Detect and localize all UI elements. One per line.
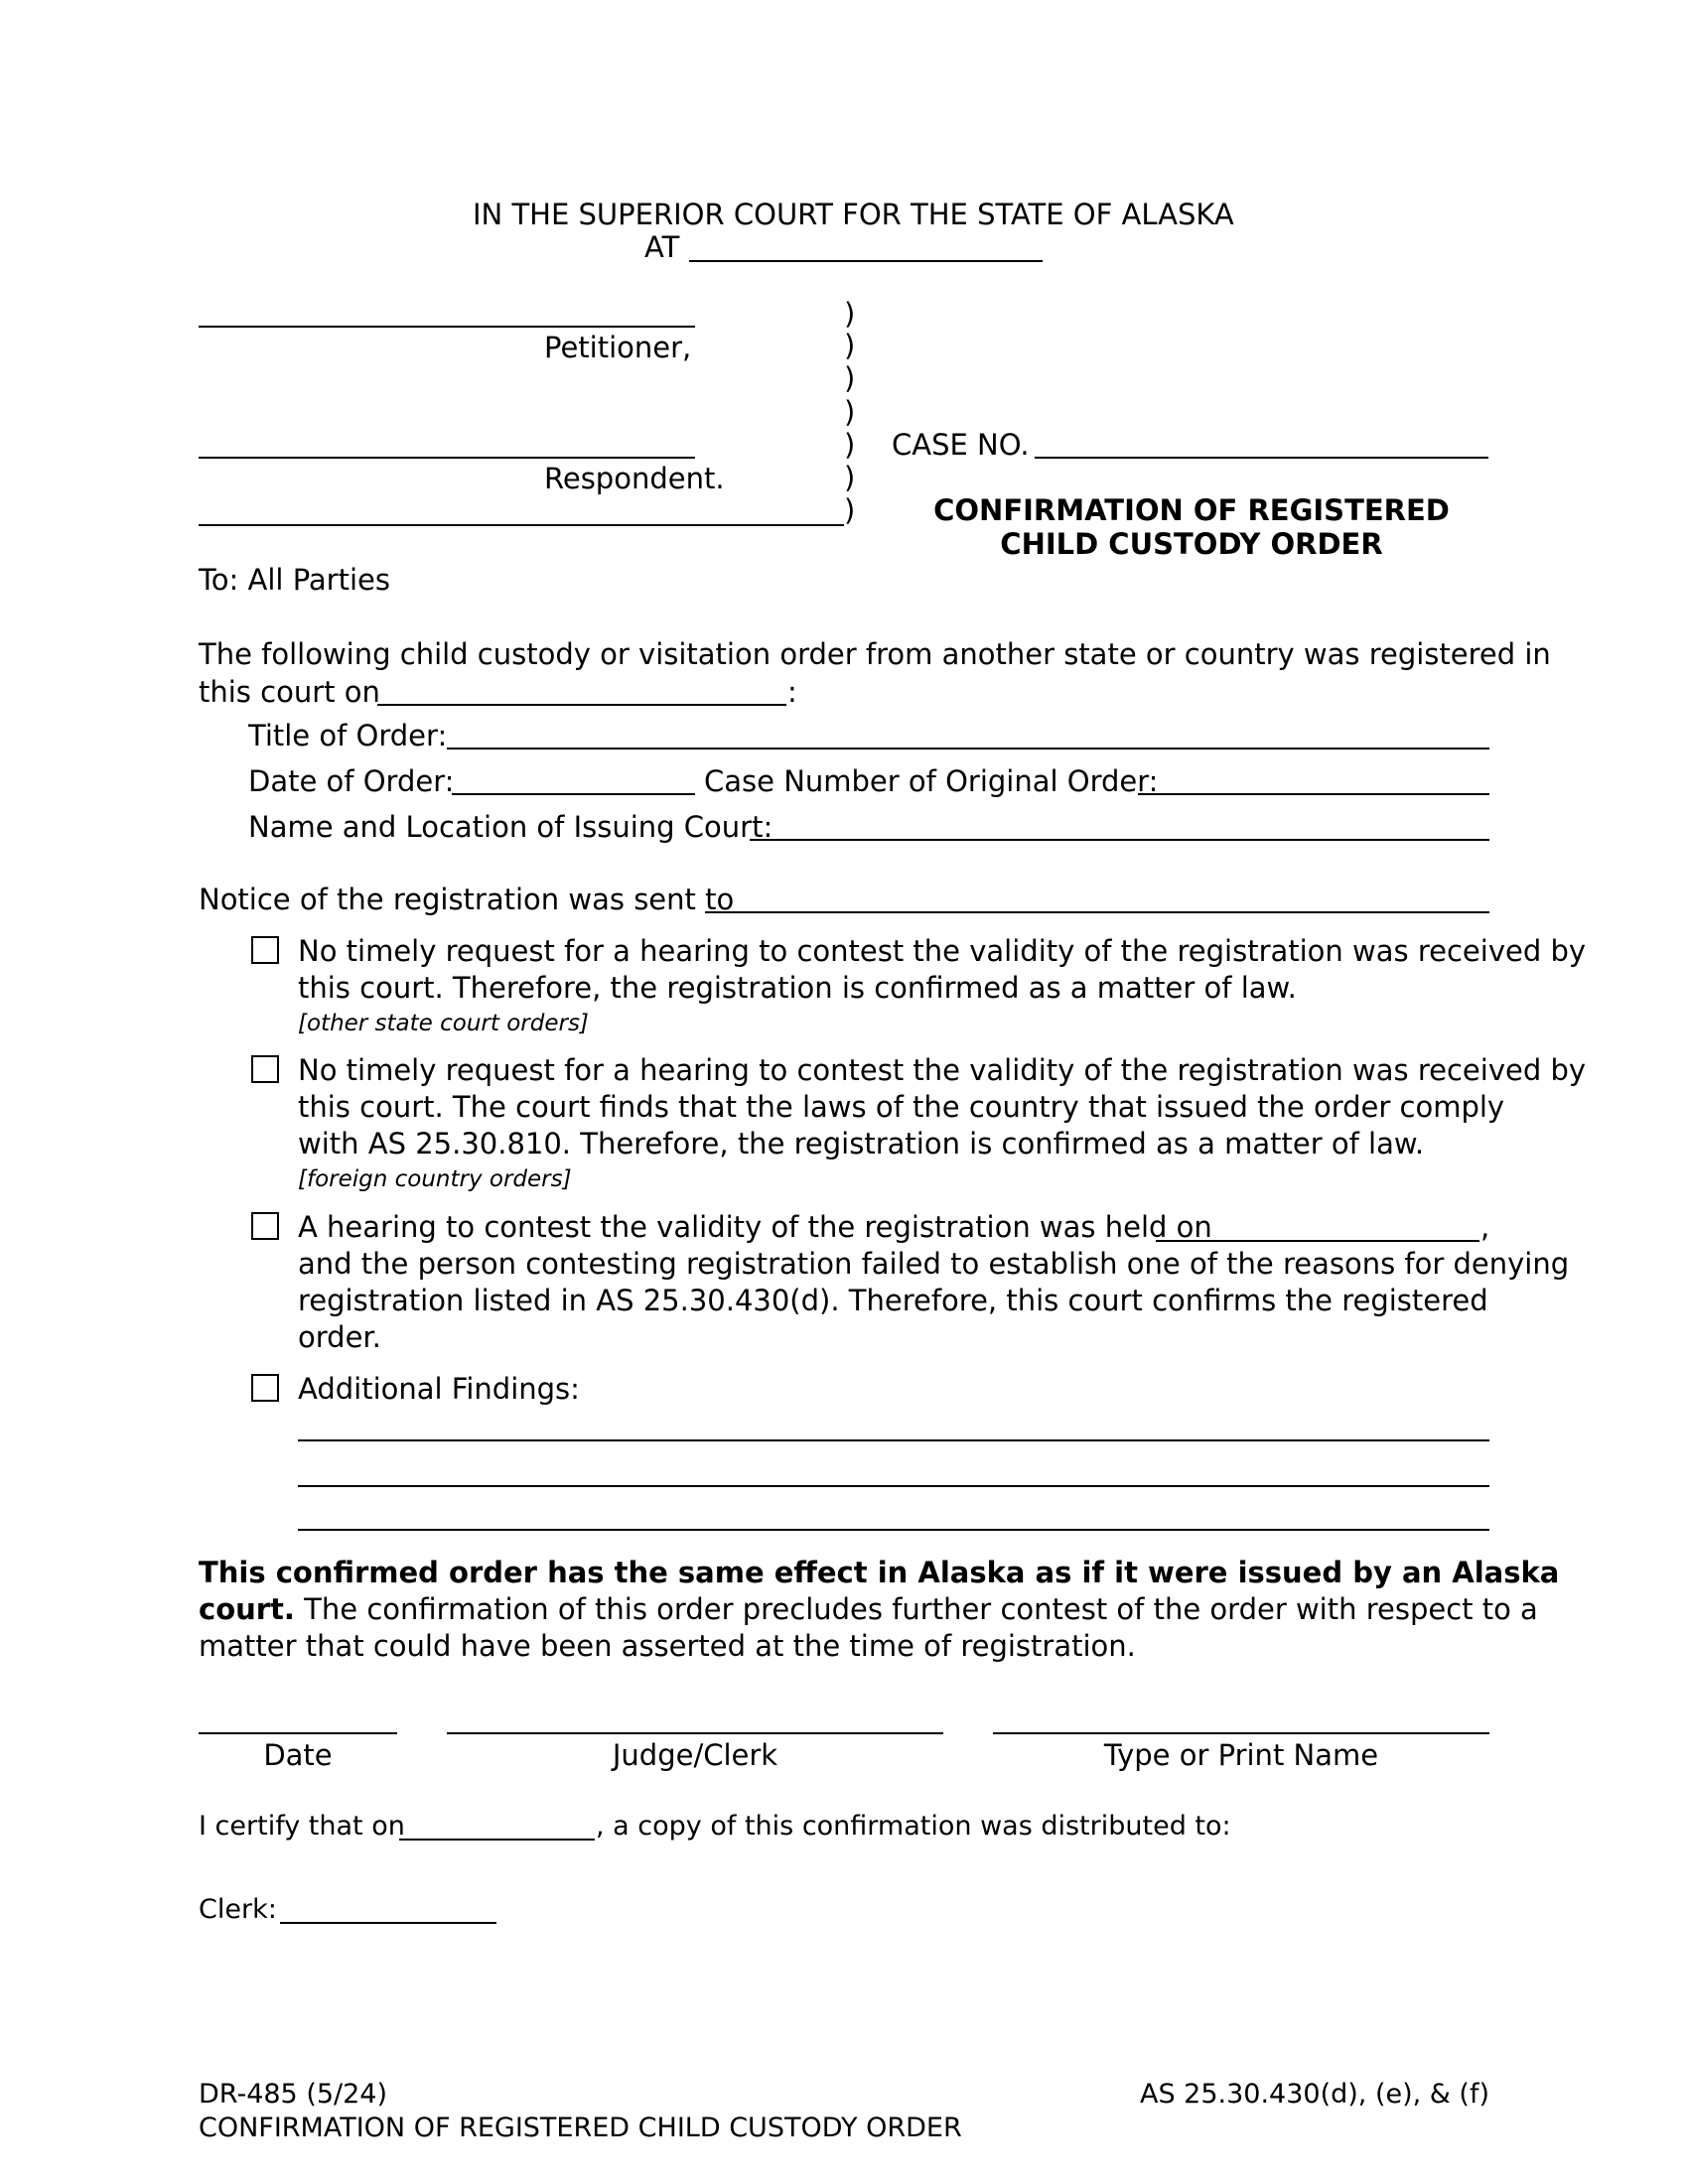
form-id: DR-485 (5/24) bbox=[199, 2079, 388, 2110]
option-checkbox-other-state[interactable] bbox=[251, 936, 279, 964]
case-no-label: CASE NO. bbox=[892, 428, 1030, 462]
case-number-original-field[interactable] bbox=[1138, 793, 1489, 795]
registration-date-field[interactable] bbox=[377, 704, 786, 706]
additional-findings-line[interactable] bbox=[298, 1485, 1489, 1487]
print-name-label: Type or Print Name bbox=[1103, 1738, 1379, 1772]
clerk-signature-field[interactable] bbox=[280, 1922, 496, 1924]
effect-statement-line bbox=[199, 1591, 1538, 1628]
title-of-order-label: Title of Order: bbox=[248, 719, 448, 752]
option-text: No timely request for a hearing to contest the validity of the registration was received by bbox=[298, 1053, 1587, 1087]
effect-text: matter that could have been asserted at the time of registration. bbox=[199, 1629, 1136, 1663]
to-line: To: All Parties bbox=[199, 563, 390, 597]
judge-signature-line[interactable] bbox=[447, 1732, 943, 1734]
additional-findings-line[interactable] bbox=[298, 1529, 1489, 1531]
caption-paren: ) bbox=[844, 395, 856, 429]
court-heading: IN THE SUPERIOR COURT FOR THE STATE OF ALASKA bbox=[473, 198, 1234, 231]
case-number-original-label: Case Number of Original Order: bbox=[704, 764, 1159, 798]
option-text: registration listed in AS 25.30.430(d). Therefore, this court confirms the registered bbox=[298, 1284, 1488, 1317]
notice-label: Notice of the registration was sent to bbox=[199, 883, 735, 916]
additional-findings-line[interactable] bbox=[298, 1439, 1489, 1441]
caption-paren: ) bbox=[844, 329, 856, 362]
option-text: this court. The court finds that the laws of the country that issued the order comply bbox=[298, 1090, 1505, 1124]
statute-reference: AS 25.30.430(d), (e), & (f) bbox=[1139, 2079, 1489, 2110]
at-location-field[interactable] bbox=[689, 260, 1043, 262]
title-of-order-field[interactable] bbox=[447, 748, 1489, 750]
intro-colon: : bbox=[787, 675, 797, 709]
option-text: this court. Therefore, the registration is confirmed as a matter of law. bbox=[298, 971, 1297, 1005]
issuing-court-label: Name and Location of Issuing Court: bbox=[248, 810, 774, 844]
effect-statement: This confirmed order has the same effect in Alaska as if it were issued by an Alaska bbox=[199, 1556, 1560, 1589]
option-note: [other state court orders] bbox=[298, 1011, 589, 1036]
caption-paren: ) bbox=[844, 297, 856, 331]
notice-recipient-field[interactable] bbox=[705, 911, 1489, 913]
option-checkbox-hearing[interactable] bbox=[251, 1212, 279, 1240]
date-of-order-field[interactable] bbox=[452, 793, 695, 795]
at-label: AT bbox=[644, 230, 680, 264]
option-note: [foreign country orders] bbox=[298, 1166, 572, 1192]
respondent-name-field[interactable] bbox=[199, 457, 695, 459]
document-title: CONFIRMATION OF REGISTERED bbox=[933, 493, 1450, 527]
document-title: CHILD CUSTODY ORDER bbox=[1000, 527, 1383, 561]
hearing-comma: , bbox=[1480, 1210, 1490, 1244]
effect-bold: court. bbox=[199, 1592, 295, 1626]
certify-prefix: I certify that on bbox=[199, 1811, 405, 1842]
intro-text: this court on bbox=[199, 675, 380, 709]
date-label: Date bbox=[263, 1738, 333, 1772]
case-no-field[interactable] bbox=[1035, 457, 1488, 459]
option-text: No timely request for a hearing to contest the validity of the registration was received by bbox=[298, 934, 1587, 968]
date-signature-line[interactable] bbox=[199, 1732, 397, 1734]
option-text: and the person contesting registration failed to establish one of the reasons for denying bbox=[298, 1247, 1570, 1281]
effect-text: The confirmation of this order precludes further contest of the order with respect to a bbox=[294, 1592, 1538, 1626]
print-name-line[interactable] bbox=[993, 1732, 1489, 1734]
petitioner-name-field[interactable] bbox=[199, 326, 695, 328]
intro-text: The following child custody or visitation order from another state or country was registered in bbox=[199, 637, 1551, 671]
option-text: Additional Findings: bbox=[298, 1372, 580, 1406]
caption-bottom-rule bbox=[199, 524, 844, 526]
judge-clerk-label: Judge/Clerk bbox=[612, 1738, 778, 1772]
certify-suffix: , a copy of this confirmation was distributed to: bbox=[596, 1811, 1231, 1842]
petitioner-label: Petitioner, bbox=[544, 331, 692, 364]
date-of-order-label: Date of Order: bbox=[248, 764, 455, 798]
caption-paren: ) bbox=[844, 428, 856, 462]
form-title-footer: CONFIRMATION OF REGISTERED CHILD CUSTODY ORDER bbox=[199, 2113, 962, 2143]
certify-date-field[interactable] bbox=[399, 1839, 595, 1841]
caption-paren: ) bbox=[844, 461, 856, 494]
hearing-date-field[interactable] bbox=[1156, 1240, 1479, 1242]
option-checkbox-additional-findings[interactable] bbox=[251, 1374, 279, 1402]
option-text: order. bbox=[298, 1320, 381, 1354]
clerk-label: Clerk: bbox=[199, 1894, 277, 1925]
caption-paren: ) bbox=[844, 493, 856, 527]
option-text: with AS 25.30.810. Therefore, the registration is confirmed as a matter of law. bbox=[298, 1127, 1425, 1160]
option-checkbox-foreign-country[interactable] bbox=[251, 1055, 279, 1083]
caption-paren: ) bbox=[844, 361, 856, 395]
respondent-label: Respondent. bbox=[544, 462, 725, 495]
option-text: A hearing to contest the validity of the registration was held on bbox=[298, 1210, 1212, 1244]
issuing-court-field[interactable] bbox=[750, 839, 1489, 841]
